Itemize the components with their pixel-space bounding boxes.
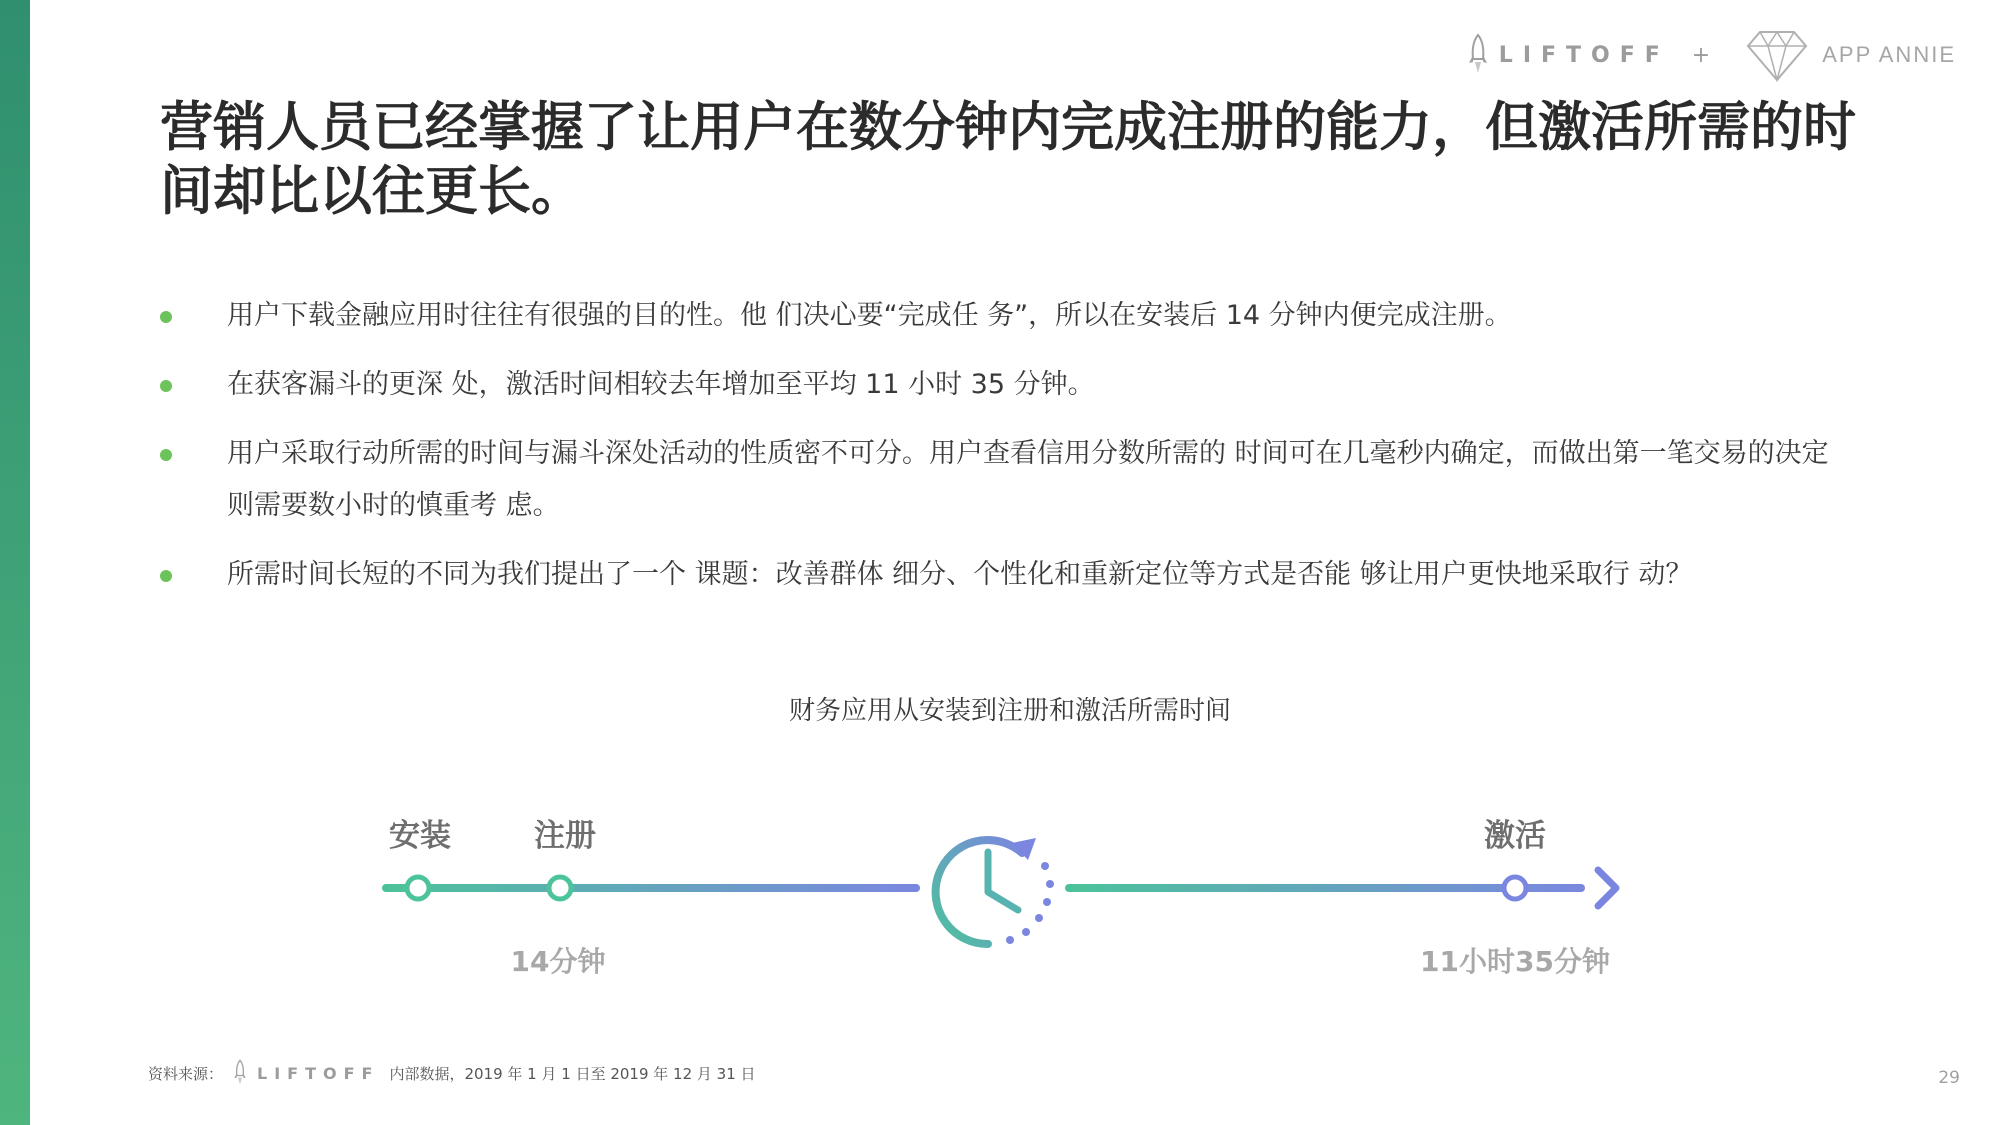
liftoff-wordmark: LIFTOFF <box>1498 42 1670 68</box>
timeline-title: 财务应用从安装到注册和激活所需时间 <box>788 696 1231 726</box>
stage-label-activate: 激活 <box>1484 818 1546 854</box>
footer-source <box>148 1058 756 1088</box>
app-annie-wordmark: APP ANNIE <box>1822 42 1956 67</box>
arrow-head-icon <box>1598 870 1616 906</box>
bullet-text: 在获客漏斗的更深 处，激活时间相较去年增加至平均 11 小时 35 分钟。 <box>227 369 1095 400</box>
bullet-text: 用户采取行动所需的时间与漏斗深处活动的性质密不可分。用户查看信用分数所需的 时间可在几毫秒内确定，而做出第一笔交易的决定 则需要数小时的慎重考 虑。 <box>227 438 1829 521</box>
stage-marker-register <box>549 877 571 899</box>
source-liftoff-wordmark: LIFTOFF <box>257 1063 380 1083</box>
stage-label-register: 注册 <box>534 818 596 854</box>
bullet-text: 用户下载金融应用时往往有很强的目的性。他 们决心要“完成任 务”，所以在安装后 14 分钟内便完成注册。 <box>227 300 1512 331</box>
page-title: 营销人员已经掌握了让用户在数分钟内完成注册的能力，但激活所需的时间却比以往更长。 <box>160 97 1856 222</box>
source-text: 内部数据，2019 年 1 月 1 日至 2019 年 12 月 31 日 <box>389 1064 756 1083</box>
timeline-line-left <box>382 884 920 892</box>
stage-value-register: 14分钟 <box>510 945 606 978</box>
bullet-text: 所需时间长短的不同为我们提出了一个 课题：改善群体 细分、个性化和重新定位等方式是否能 够让用户更快地采取行 动？ <box>227 559 1693 590</box>
stage-marker-install <box>407 877 429 899</box>
rocket-icon <box>233 1058 247 1088</box>
logo-plus-sign: + <box>1691 42 1711 68</box>
source-prefix: 资料来源： <box>148 1064 224 1083</box>
clock-icon <box>936 838 1054 944</box>
page-number: 29 <box>1938 1068 1960 1088</box>
stage-marker-activate <box>1504 877 1526 899</box>
stage-value-activate: 11小时35分钟 <box>1420 945 1610 978</box>
stage-label-install: 安装 <box>389 818 451 854</box>
